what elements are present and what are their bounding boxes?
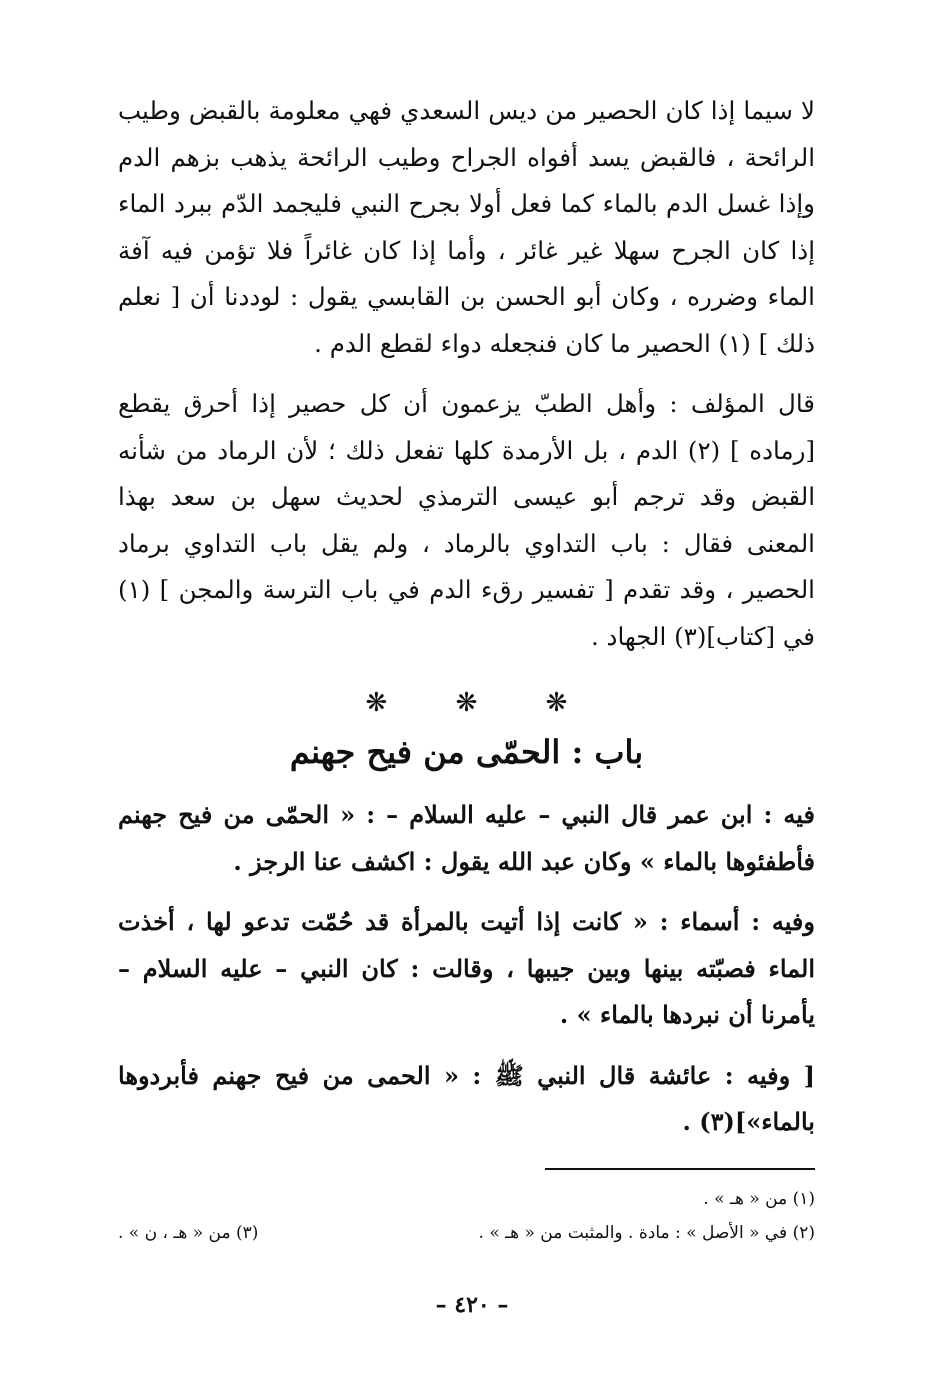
footnote-1: (١) من « هـ » . xyxy=(703,1188,815,1209)
asterism-icon: ❋ xyxy=(365,688,388,718)
page-number: – ٤٢٠ – xyxy=(435,1292,509,1318)
body-paragraph-2: قال المؤلف : وأهل الطبّ يزعمون أن كل حصير إذا أحرق يقطع [رماده ] (٢) الدم ، بل الأرمدة كلها تفعل ذلك ؛ لأن الرماد من شأنه القبض وقد ترجم أبو عيسى الترمذي لحديث سهل بن سعد بهذا المعنى فقال : باب التداوي بالرماد ، ولم يقل باب التداوي برماد الحصير ، وقد تقدم [ تفسير رقء الدم في باب الترسة والمجن ] (١) في [كتاب](٣) الجهاد . xyxy=(118,389,815,651)
asterism-icon: ❋ xyxy=(455,688,478,718)
footnote-3: (٣) من « هـ ، ن » . xyxy=(118,1222,259,1243)
body-paragraph-1: لا سيما إذا كان الحصير من ديس السعدي فهي معلومة بالقبض وطيب الرائحة ، فالقبض يسد أفواه الجراح وطيب الرائحة يذهب بزهم الدم وإذا غسل الدم بالماء كما فعل أولا بجرح النبي فليجمد الدّم ببرد الماء إذا كان الجرح سهلا غير غائر ، وأما إذا كان غائراً فلا تؤمن فيه آفة الماء وضرره ، وكان أبو الحسن بن القابسي يقول : لوددنا أن [ نعلم ذلك ] (١) الحصير ما كان فنجعله دواء لقطع الدم . xyxy=(118,96,815,358)
footnotes xyxy=(118,1182,815,1250)
hadith-paragraph-2: وفيه : أسماء : « كانت إذا أتيت بالمرأة قد حُمّت تدعو لها ، أخذت الماء فصبّته بينها وبين جيبها ، وقالت : كان النبي – عليه السلام – يأمرنا أن نبردها بالماء » . xyxy=(118,907,815,1029)
asterism-icon: ❋ xyxy=(545,688,568,718)
footnote-row xyxy=(118,1216,815,1250)
hadith-paragraph-1: فيه : ابن عمر قال النبي – عليه السلام – : « الحمّى من فيح جهنم فأطفئوها بالماء » وكان عبد الله يقول : اكشف عنا الرجز . xyxy=(118,800,815,876)
book-page xyxy=(118,88,815,1250)
section-separator xyxy=(118,688,815,722)
footnote-divider xyxy=(545,1168,815,1170)
footnote-2: (٢) في « الأصل » : مادة . والمثبت من « هـ » . xyxy=(478,1222,815,1243)
chapter-title: باب : الحمّى من فيح جهنم xyxy=(289,733,644,771)
hadith-paragraph-3: [ وفيه : عائشة قال النبي ﷺ : « الحمى من فيح جهنم فأبردوها بالماء»](٣) . xyxy=(118,1060,815,1136)
